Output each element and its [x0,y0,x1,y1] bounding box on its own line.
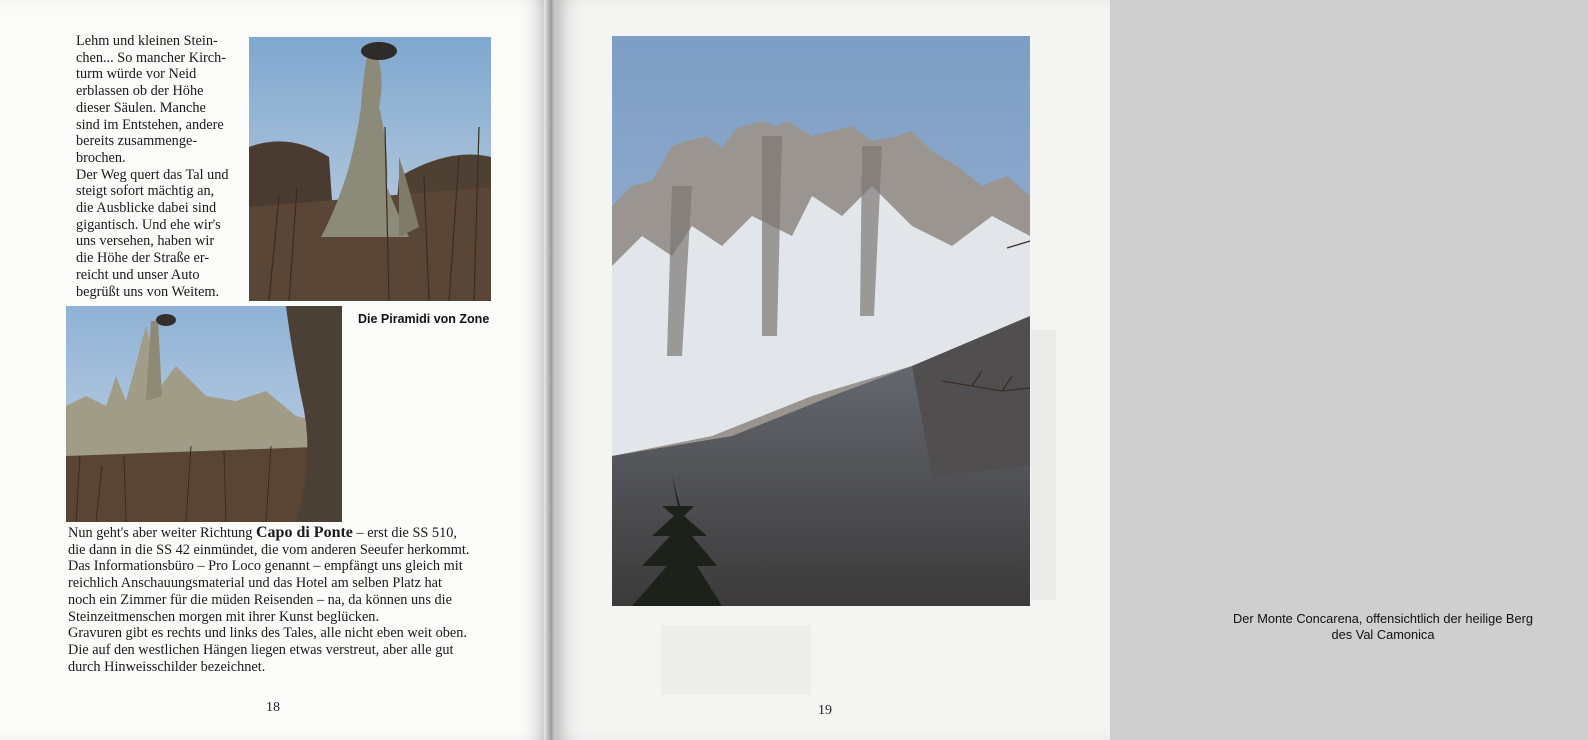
right-page [556,0,1533,740]
place-name: Capo di Ponte [256,524,353,541]
photo-monte-concarena [612,36,1030,606]
paragraph-text: Lehm und kleinen Stein- chen... So mancher Kirch- turm würde vor Neid erblassen ob der Höhe dieser Säulen. Manche sind im Entstehen, andere bereits zusammenge- brochen. Der Weg quert das Tal und steigt sofort mächtig an, die Ausblicke dabei sind gigantisch. Und ehe wir's uns versehen, haben wir die Höhe der Straße er- reicht und unser Auto begrüßt uns von Weitem. [76,33,229,300]
paragraph-rest: – erst die SS 510, die dann in die SS 42 einmündet, die vom anderen Seeufer herkommt. Das Informationsbüro – Pro Loco genannt – empfängt uns gleich mit reichlich Anschauungsmaterial und das Hotel am selben Platz hat noch ein Zimmer für die müden Reisenden – na, da können uns die Steinzeitmenschen morgen mit ihrer Kunst beglücken. Gravuren gibt es rechts und links des Tales, alle nicht eben weit oben. Die auf den westlichen Hängen liegen etwas verstreut, aber alle gut durch Hinweisschilder bezeichnet. [68,525,470,675]
photo-earth-pyramid-column [249,37,491,301]
caption-piramidi: Die Piramidi von Zone [358,312,490,326]
caption-text: Der Monte Concarena, offensichtlich der heilige Berg des Val Camonica [1233,611,1533,642]
page-number-left: 18 [266,700,280,715]
paragraph-capo-di-ponte [68,525,488,675]
caption-monte-concarena [1178,611,1588,643]
paragraph-earth-pyramids [76,33,248,300]
photo-earth-pyramids-group [66,306,342,522]
show-through [1031,330,1056,600]
paragraph-text [68,525,488,675]
show-through [661,625,811,695]
paragraph-start: Nun geht's aber weiter Richtung [68,525,256,541]
page-number-right: 19 [818,703,832,718]
left-page [0,0,548,740]
